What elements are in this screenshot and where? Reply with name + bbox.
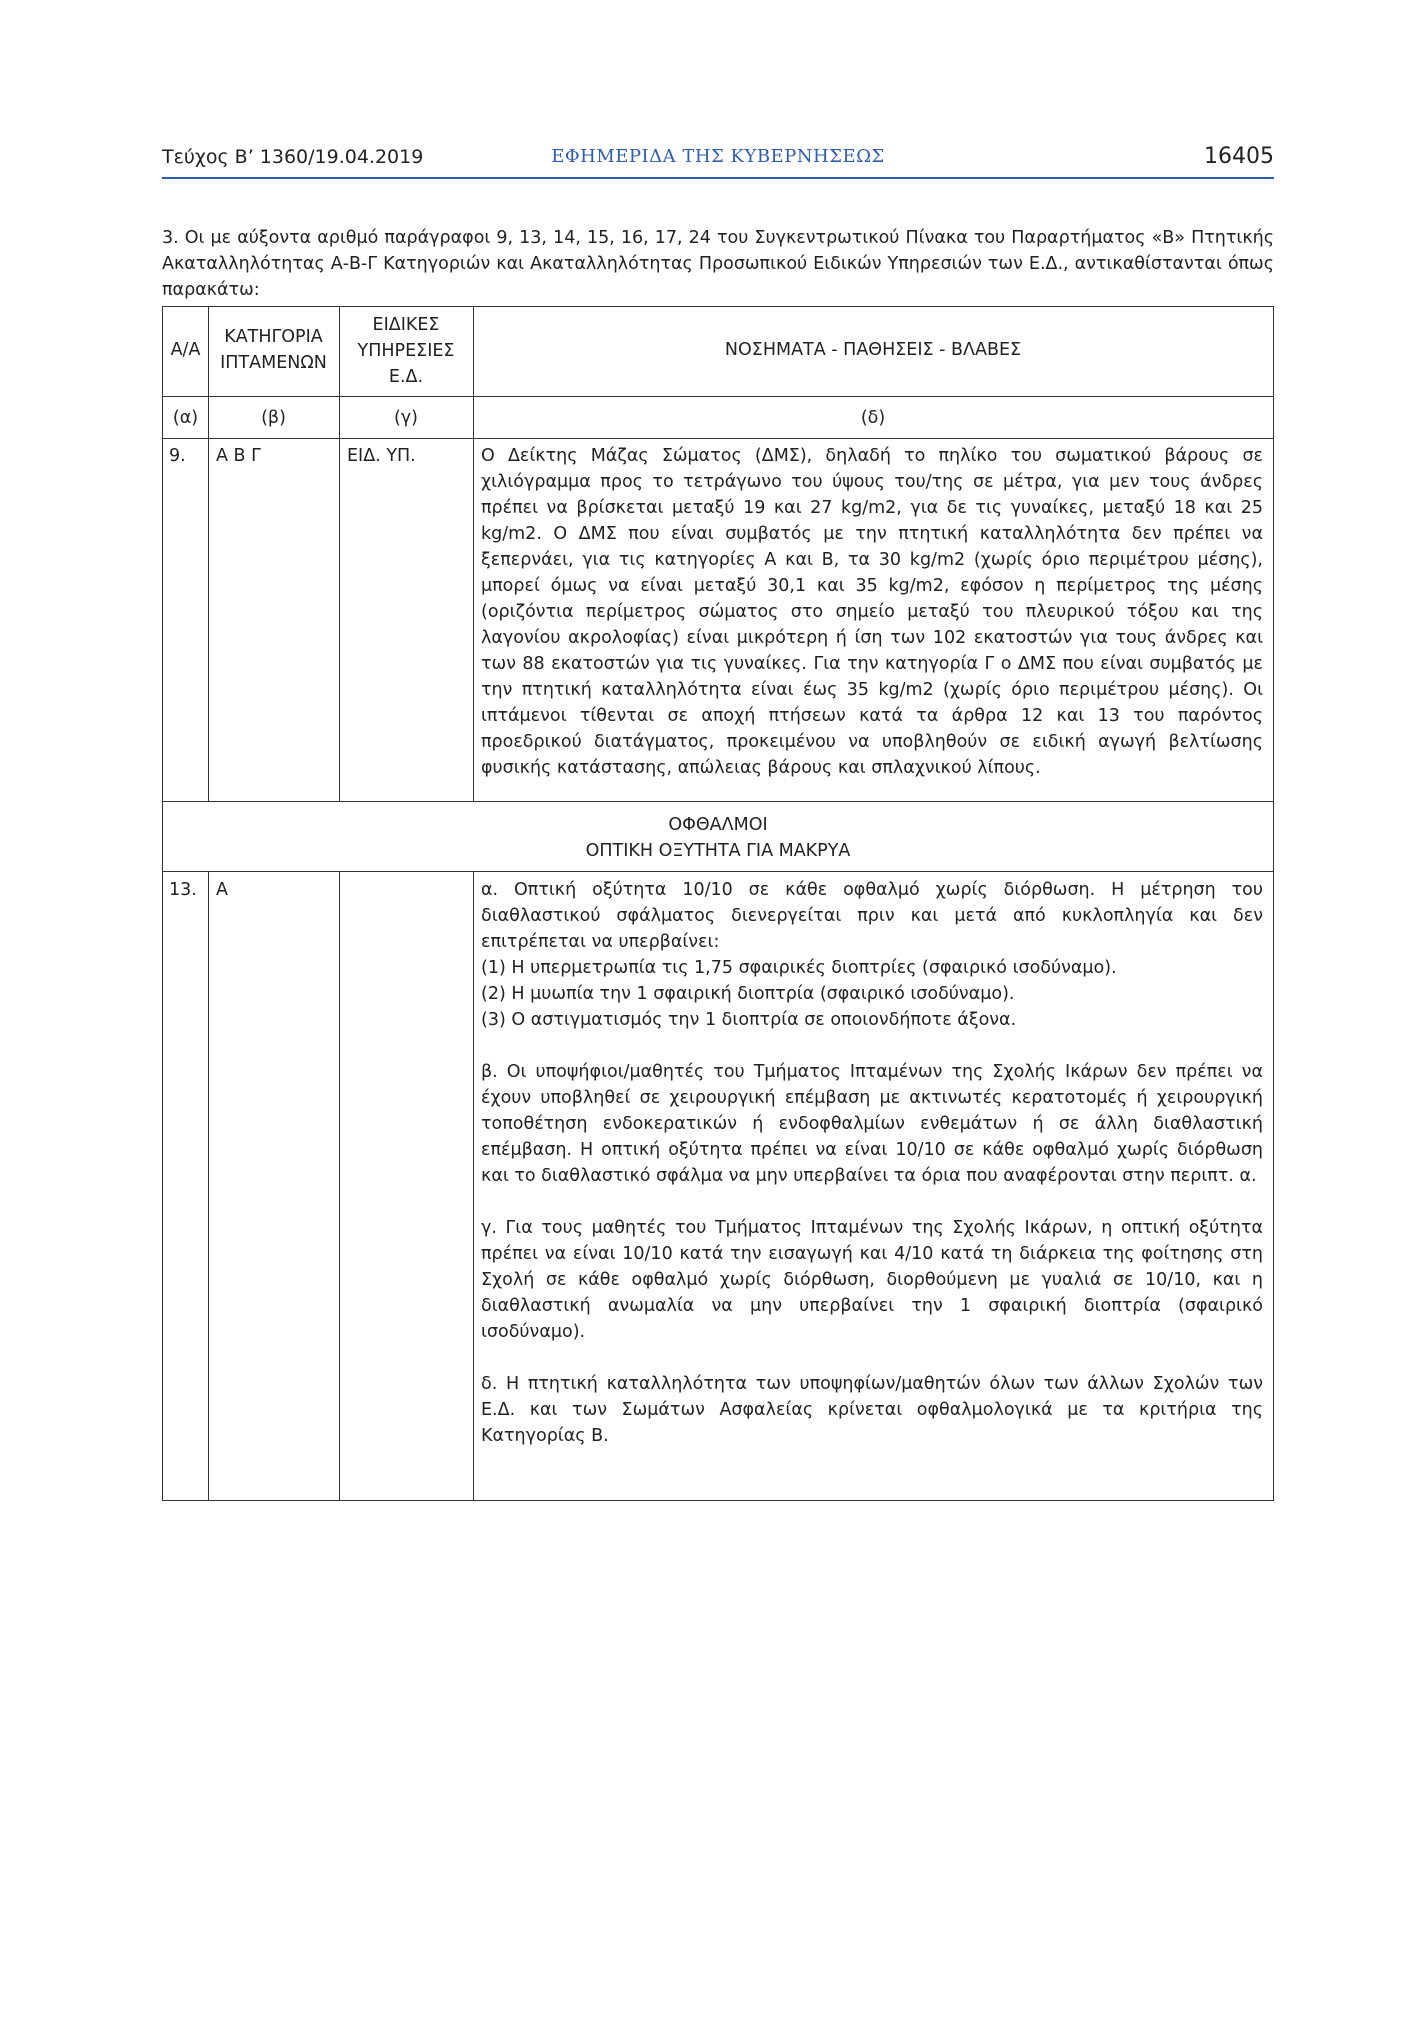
row13-aa: 13. bbox=[169, 880, 197, 900]
row13-text bbox=[481, 877, 1263, 1449]
subheader-a: (α) bbox=[172, 408, 199, 428]
section-title: ΟΦΘΑΛΜΟΙ bbox=[668, 815, 768, 835]
header-services-line1: ΕΙΔΙΚΕΣ bbox=[372, 315, 440, 335]
header-category-line2: ΙΠΤΑΜΕΝΩΝ bbox=[220, 353, 327, 373]
row-divider-section bbox=[163, 871, 1273, 872]
header-rule bbox=[162, 177, 1274, 179]
row-divider-header bbox=[163, 396, 1273, 397]
header-diseases: ΝΟΣΗΜΑΤΑ - ΠΑΘΗΣΕΙΣ - ΒΛΑΒΕΣ bbox=[724, 340, 1022, 360]
page-number: 16405 bbox=[1204, 144, 1274, 169]
row13-para-d: δ. Η πτητική καταλληλότητα των υποψηφίων/μαθητών όλων των άλλων Σχολών των Ε.Δ. και των Σωμάτων Ασφαλείας κρίνεται οφθαλμολογικά με τα κριτήρια της Κατηγορίας Β. bbox=[481, 1374, 1263, 1446]
row13-item-a3: (3) Ο αστιγματισμός την 1 διοπτρία σε οποιονδήποτε άξονα. bbox=[481, 1010, 1017, 1030]
section-subtitle: ΟΠΤΙΚΗ ΟΞΥΤΗΤΑ ΓΙΑ ΜΑΚΡΥΑ bbox=[585, 841, 851, 861]
subheader-c: (γ) bbox=[393, 408, 418, 428]
header-category bbox=[208, 324, 339, 376]
row13-para-c: γ. Για τους μαθητές του Τμήματος Ιπταμένων της Σχολής Ικάρων, η οπτική οξύτητα πρέπει να είναι 10/10 κατά την εισαγωγή και 4/10 κατά τη διάρκεια της φοίτησης στη Σχολή σε κάθε οφθαλμό χωρίς διόρθωση, διορθούμενη με γυαλιά σε 10/10, και η διαθλαστική ανωμαλία να μην υπερβαίνει την 1 σφαιρική διοπτρία (σφαιρικό ισοδύναμο). bbox=[481, 1218, 1263, 1342]
header-services-line2: ΥΠΗΡΕΣΙΕΣ bbox=[357, 341, 455, 361]
col-divider-2b bbox=[339, 871, 340, 1501]
row9-text: Ο Δείκτης Μάζας Σώματος (ΔΜΣ), δηλαδή το πηλίκο του σωματικού βάρους σε χιλιόγραμμα προς το τετράγωνο του ύψους του/της σε μέτρα, για μεν τους άνδρες πρέπει να βρίσκεται μεταξύ 19 και 27 kg/m2, για δε τις γυναίκες, μεταξύ 18 και 25 kg/m2. Ο ΔΜΣ που είναι συμβατός με την πτητική καταλληλότητα δεν πρέπει να ξεπερνάει, για τις κατηγορίες Α και Β, τα 30 kg/m2 (χωρίς όριο περιμέτρου μέσης), μπορεί όμως να είναι μεταξύ 30,1 και 35 kg/m2, εφόσον η περίμετρος της μέσης (οριζόντια περίμετρος σώματος στο σημείο μεταξύ του πλευρικού τόξου και της λαγονίου ακρολοφίας) είναι μικρότερη ή ίση των 102 εκατοστών για τους άνδρες και των 88 εκατοστών για τις γυναίκες. Για την κατηγορία Γ ο ΔΜΣ που είναι συμβατός με την πτητική καταλληλότητα είναι έως 35 kg/m2 (χωρίς όριο περιμέτρου μέσης). Οι ιπτάμενοι τίθενται σε αποχή πτήσεων κατά τα άρθρα 12 και 13 του παρόντος προεδρικού διατάγματος, προκειμένου να υποβληθούν σε ειδική αγωγή βελτίωσης φυσικής κατάστασης, απώλειας βάρους και σπλαχνικού λίπους. bbox=[481, 446, 1263, 778]
header-category-line1: ΚΑΤΗΓΟΡΙΑ bbox=[224, 327, 323, 347]
col-divider-3b bbox=[473, 871, 474, 1501]
issue-label: Τεύχος Β’ 1360/19.04.2019 bbox=[162, 146, 424, 168]
subheader-d: (δ) bbox=[860, 408, 886, 428]
row13-category: Α bbox=[216, 880, 228, 900]
row9-aa: 9. bbox=[169, 446, 186, 466]
row13-para-a: α. Οπτική οξύτητα 10/10 σε κάθε οφθαλμό χωρίς διόρθωση. Η μέτρηση του διαθλαστικού σφάλματος διενεργείται πριν και μετά από κυκλοπληγία και δεν επιτρέπεται να υπερβαίνει: bbox=[481, 880, 1263, 952]
header-services bbox=[339, 312, 473, 390]
intro-paragraph: 3. Οι με αύξοντα αριθμό παράγραφοι 9, 13, 14, 15, 16, 17, 24 του Συγκεντρωτικού Πίνακα του Παραρτήματος «Β» Πτητικής Ακαταλληλότητας Α-Β-Γ Κατηγοριών και Ακαταλληλότητας Προσωπικού Ειδικών Υπηρεσιών των Ε.Δ., αντικαθίστανται όπως παρακάτω: bbox=[162, 228, 1274, 300]
col-divider-3a bbox=[473, 307, 474, 801]
row-divider-subheader bbox=[163, 438, 1273, 439]
row13-item-a2: (2) Η μυωπία την 1 σφαιρική διοπτρία (σφαιρικό ισοδύναμο). bbox=[481, 984, 1015, 1004]
row9-category: Α Β Γ bbox=[216, 446, 261, 466]
subheader-b: (β) bbox=[261, 408, 286, 428]
gazette-title: ΕΦΗΜΕΡΙΔΑ ΤΗΣ ΚΥΒΕΡΝΗΣΕΩΣ bbox=[551, 146, 885, 167]
page-header bbox=[162, 146, 1274, 182]
col-divider-1b bbox=[208, 871, 209, 1501]
criteria-table bbox=[162, 306, 1274, 1501]
col-divider-1a bbox=[208, 307, 209, 801]
row9-services: ΕΙΔ. ΥΠ. bbox=[347, 446, 416, 466]
header-services-line3: Ε.Δ. bbox=[388, 367, 424, 387]
header-aa: Α/Α bbox=[170, 340, 201, 360]
row13-para-b: β. Οι υποψήφιοι/μαθητές του Τμήματος Ιπταμένων της Σχολής Ικάρων δεν πρέπει να έχουν υποβληθεί σε χειρουργική επέμβαση με ακτινωτές κερατοτομές ή χειρουργική τοποθέτηση ενδοκερατικών ή ενδοφθαλμίων ενθεμάτων ή σε άλλη διαθλαστική επέμβαση. Η οπτική οξύτητα πρέπει να είναι 10/10 σε κάθε οφθαλμό χωρίς διόρθωση και το διαθλαστικό σφάλμα να μην υπερβαίνει τα όρια που αναφέρονται στην περιπτ. α. bbox=[481, 1062, 1263, 1186]
row13-item-a1: (1) Η υπερμετρωπία τις 1,75 σφαιρικές διοπτρίες (σφαιρικό ισοδύναμο). bbox=[481, 958, 1117, 978]
row-divider-row9 bbox=[163, 801, 1273, 802]
